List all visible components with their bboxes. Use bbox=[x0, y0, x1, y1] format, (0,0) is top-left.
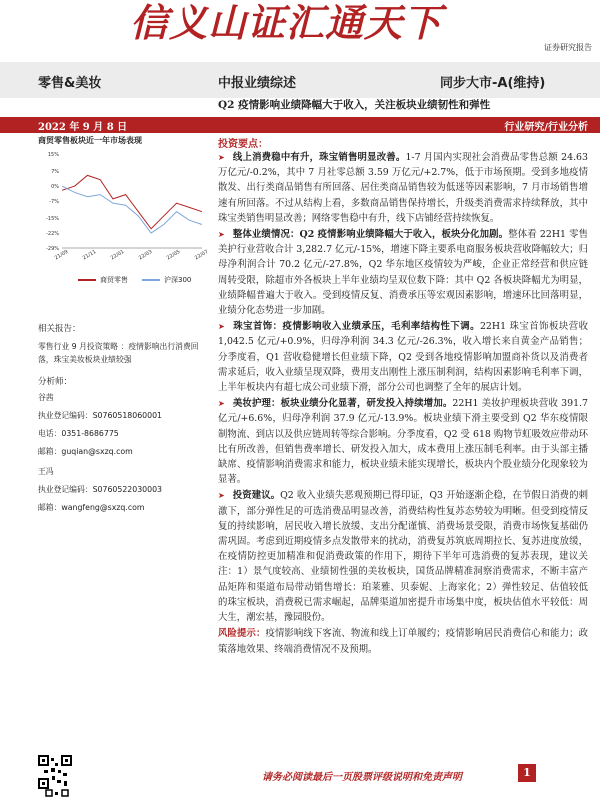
analyst-email[interactable]: 邮箱：wangfeng@sxzq.com bbox=[38, 503, 145, 512]
related-report-link[interactable]: 零售行业 9 月投资策略 ：疫情影响出行消费回落，珠宝美妆板块业绩较强 bbox=[38, 342, 199, 364]
x-tick-label: 21/09 bbox=[53, 248, 70, 262]
paragraph-text: Q2 收入业绩失恶观预期已得印证，Q3 开始逐渐企稳，在节假日消费的刺激下，部分弹性足的可选消费品明显改善，消费结构性复苏态势较为明晰。但受到疫情反复的持续影响，居民收入增长放缓、支出分配谨慎、消费场景受限，消费市场恢复基础仍需巩固。考虑到近期疫情多点发散带来的扰动，消费复苏筑底周期拉长、复苏进度放缓，在疫情防控更加精准和促消费政策的作用下，期待下半年可选消费的复苏表现，建议关注：1）景气度较高、业绩韧性强的美妆板块，国货品牌精准洞察消费需求，不断丰富产品矩阵和渠道布局带动销售增长：珀莱雅、贝泰妮、上海家化；2）弹性较足、估值较低的珠宝板块，消费税已需求崛起，品牌渠道加密提升市场集中度，板块估值水平较低：周大生，潮宏基，豫园股份。 bbox=[218, 490, 588, 624]
x-tick-label: 21/11 bbox=[81, 248, 98, 262]
y-tick-label: -29% bbox=[46, 246, 59, 252]
paragraph-text: 22H1 珠宝首饰板块营收 1,042.5 亿元/+0.9%，归母净利润 34.3 亿元/-26.3%，收入增长来自黄金产品销售；分季度看，Q1 营收稳健增长但业绩下降，Q2 受到各地疫情影响加盟商补货以及消费者需求延后，收入业绩呈现双降，费用支出刚性上涨压制利润，结构因素影响毛利率下调，上半年板块内有超七成公司业绩下滑，部分公司也调整了全年的展店计划。 bbox=[218, 321, 588, 394]
paragraph-text: 整体看 22H1 零售美护行业营收合计 3,282.7 亿元/-15%，增速下降主要系电商服务板块营收降幅较大；归母净利润合计 70.2 亿元/-27.8%，Q2 华东地区疫情较为严峻，企业正常经营和供应链周转受限，除超市外各板块上半年业绩均呈双位数下降：其中 Q2 各板块降幅尤为明显，业绩降幅普遍大于收入。受到疫情反复、消费承压等宏观因素影响，增速环比回落明显，业绩分化态势进一步加剧。 bbox=[218, 229, 589, 317]
paragraph-lead: 珠宝首饰：疫情影响收入业绩承压，毛利率结构性下调。 bbox=[232, 321, 480, 333]
arrow-right-icon: ➤ bbox=[218, 153, 225, 162]
x-tick-label: 22/07 bbox=[193, 248, 210, 262]
market-performance-chart bbox=[36, 148, 210, 266]
body-paragraph bbox=[218, 150, 588, 226]
related-reports-title: 相关报告： bbox=[38, 324, 81, 334]
paragraph-lead: 整体业绩情况：Q2 疫情影响业绩降幅大于收入，板块分化加剧。 bbox=[232, 229, 509, 241]
risk-lead: 风险提示： bbox=[218, 628, 266, 640]
rating-label: 同步大市-A(维持) bbox=[440, 76, 546, 91]
arrow-right-icon: ➤ bbox=[218, 399, 225, 409]
analyst-cert: 执业登记编码：S0760518060001 bbox=[38, 411, 163, 420]
disclaimer-notice: 请务必阅读最后一页股票评级说明和免责声明 bbox=[262, 772, 462, 783]
analysts-title: 分析师： bbox=[38, 377, 73, 387]
body-paragraph bbox=[218, 396, 588, 487]
analyst-email[interactable]: 邮箱：guqian@sxzq.com bbox=[38, 447, 133, 456]
sector-label: 零售&美妆 bbox=[38, 76, 102, 91]
arrow-right-icon: ➤ bbox=[218, 322, 225, 332]
y-tick-label: -7% bbox=[49, 199, 59, 205]
arrow-right-icon: ➤ bbox=[218, 230, 225, 240]
risk-paragraph bbox=[218, 626, 588, 656]
y-tick-label: 15% bbox=[47, 152, 59, 158]
legend-swatch-retail bbox=[78, 279, 96, 281]
y-tick-label: -22% bbox=[46, 231, 59, 238]
analyst-name: 王冯 bbox=[38, 467, 54, 476]
report-body bbox=[218, 150, 588, 658]
legend-label-hs300: 沪深300 bbox=[164, 276, 192, 284]
report-date: 2022 年 9 月 8 日 bbox=[38, 122, 128, 133]
y-tick-label: 7% bbox=[51, 169, 59, 176]
series-line-1 bbox=[62, 186, 202, 233]
chart-legend bbox=[78, 275, 191, 285]
analyst-phone: 电话：0351-8686775 bbox=[38, 429, 119, 438]
x-tick-label: 22/01 bbox=[109, 248, 126, 262]
legend-item-hs300 bbox=[142, 275, 191, 285]
legend-item-retail bbox=[78, 275, 128, 285]
y-tick-label: 0% bbox=[51, 184, 59, 191]
legend-swatch-hs300 bbox=[142, 279, 160, 281]
chart-title: 商贸零售板块近一年市场表现 bbox=[38, 136, 142, 145]
series-line-0 bbox=[62, 175, 202, 228]
legend-label-retail: 商贸零售 bbox=[100, 276, 128, 284]
page-number: 1 bbox=[518, 764, 536, 782]
x-tick-label: 22/05 bbox=[165, 248, 182, 262]
risk-text: 疫情影响线下客流、物流和线上订单履约；疫情影响居民消费信心和能力；政策落地效果、终端消费情况不及预期。 bbox=[218, 628, 588, 655]
paragraph-text: 22H1 美妆护理板块营收 391.7 亿元/+6.6%，归母净利润 37.9 亿元/-13.9%。板块业绩下滑主要受到 Q2 华东疫情限制物流、到店以及供应链周转等综合影响。分季度看，Q2 受 618 购物节虹吸效应带动环比有所改善，但销售费率增长、研发投入加大，成本费用上涨压制毛利率。由于头部主播缺席、疫情影响消费需求和能力，板块业绩未能实现增长，板块内个股业绩分化现象较为显著。 bbox=[218, 398, 588, 486]
paragraph-lead: 美妆护理：板块业绩分化显著，研发投入持续增加。 bbox=[232, 398, 453, 410]
qr-code-icon bbox=[46, 790, 68, 800]
qr-code-icon bbox=[38, 755, 72, 789]
paragraph-lead: 投资建议。 bbox=[232, 490, 281, 502]
x-tick-label: 22/03 bbox=[137, 248, 154, 262]
paragraph-text: 1-7 月国内实现社会消费品零售总额 24.63 万亿元/-0.2%，其中 7 月社零总额 3.59 万亿元/+2.7%，低于市场预期。受到多地疫情散发、出行类商品销售有所回落、居住类商品销售较为低迷等因素影响，7 月市场销售增速有所回落。不过从结构上看，多数商品销售保持增长，升级类消费需求持续释放，其中珠宝类销售明显改善；网络零售稳中有升，线下店铺经营持续恢复。 bbox=[218, 152, 588, 224]
y-tick-label: -15% bbox=[46, 216, 59, 223]
arrow-right-icon: ➤ bbox=[218, 491, 225, 501]
report-headline: Q2 疫情影响业绩降幅大于收入，关注板块业绩韧性和弹性 bbox=[218, 99, 491, 111]
report-category: 行业研究/行业分析 bbox=[504, 122, 588, 133]
report-type-label: 证券研究报告 bbox=[544, 43, 592, 52]
body-paragraph bbox=[218, 227, 588, 318]
brand-slogan: 信义山证汇通天下 bbox=[130, 0, 443, 45]
document-kind: 中报业绩综述 bbox=[218, 76, 297, 91]
body-paragraph bbox=[218, 319, 588, 395]
body-paragraph bbox=[218, 488, 588, 625]
analyst-cert: 执业登记编码：S0760522030003 bbox=[38, 485, 163, 494]
paragraph-lead: 线上消费稳中有升，珠宝销售明显改善。 bbox=[232, 152, 406, 163]
investment-thesis-title: 投资要点： bbox=[218, 139, 268, 150]
analyst-name: 谷茜 bbox=[38, 393, 54, 402]
